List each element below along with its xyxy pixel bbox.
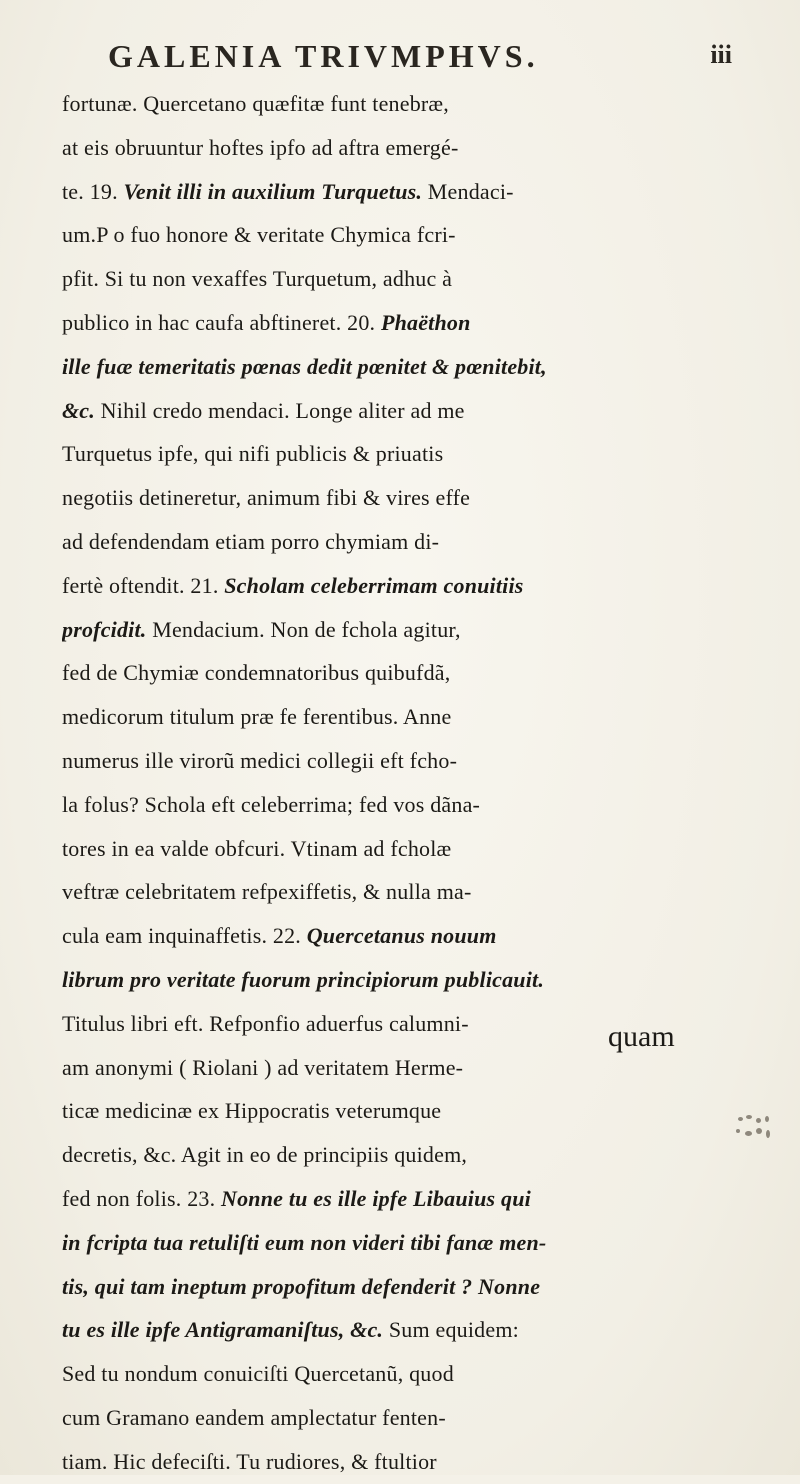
italic-text-run: tu es ille ipfe Antigramaniſtus, &c. — [62, 1317, 384, 1343]
text-run: tores in ea valde obfcuri. Vtinam ad fcholæ — [62, 835, 452, 861]
italic-text-run: profcidit. — [62, 616, 147, 642]
text-line — [62, 695, 782, 739]
text-run: pfit. Si tu non vexaffes Turquetum, adhuc à — [62, 266, 453, 292]
text-run: Sum equidem: — [383, 1317, 519, 1343]
text-run: cula eam inquinaffetis. 22. — [62, 923, 307, 949]
body-text — [62, 82, 782, 1484]
text-run: ad defendendam etiam porro chymiam di- — [62, 528, 440, 554]
text-line — [62, 870, 782, 914]
text-run: um.P o fuo honore & veritate Chymica fcri- — [62, 222, 456, 248]
text-run: Titulus libri eft. Refponfio aduerfus calumni- — [62, 1010, 469, 1036]
text-run: tiam. Hic defeciſti. Tu rudiores, & ftultior — [62, 1448, 437, 1474]
text-line — [62, 432, 782, 476]
text-line — [62, 1440, 782, 1484]
text-run: fortunæ. Quercetano quæfitæ funt tenebræ, — [62, 91, 450, 116]
text-run: numerus ille virorũ medici collegii eft fcho- — [62, 747, 458, 773]
text-line — [62, 170, 782, 214]
ink-stain-mark — [732, 1113, 772, 1149]
italic-text-run: tis, qui tam ineptum propofitum defenderit ? Nonne — [62, 1273, 541, 1299]
text-run: Sed tu nondum conuiciſti Quercetanũ, quod — [62, 1361, 454, 1387]
text-run: medicorum titulum præ fe ferentibus. Anne — [62, 704, 452, 730]
text-line — [62, 1308, 782, 1352]
text-line — [62, 608, 782, 652]
text-line — [62, 739, 782, 783]
text-line — [62, 1133, 782, 1177]
page-number: iii — [710, 40, 732, 69]
text-run: cum Gramano eandem amplectatur fenten- — [62, 1404, 446, 1430]
text-line — [62, 1089, 782, 1133]
text-run: decretis, &c. Agit in eo de principiis quidem, — [62, 1142, 468, 1168]
text-run: publico in hac caufa abftineret. 20. — [62, 309, 381, 335]
text-line — [62, 914, 782, 958]
text-line — [62, 301, 782, 345]
text-run: negotiis detineretur, animum fibi & vires effe — [62, 485, 471, 511]
text-line — [62, 345, 782, 389]
text-line — [62, 958, 782, 1002]
text-line — [62, 783, 782, 827]
italic-text-run: librum pro veritate fuorum principiorum publicauit. — [62, 966, 545, 992]
text-line — [62, 213, 782, 257]
text-run: ticæ medicinæ ex Hippocratis veterumque — [62, 1098, 442, 1124]
text-line — [62, 827, 782, 871]
italic-text-run: Nonne tu es ille ipfe Libauius qui — [221, 1185, 531, 1211]
italic-text-run: ille fuæ temeritatis pœnas dedit pœnitet & pœnitebit, — [62, 353, 547, 379]
text-line — [62, 1352, 782, 1396]
text-line — [62, 257, 782, 301]
italic-text-run: Quercetanus nouum — [306, 923, 497, 949]
text-line — [62, 1265, 782, 1309]
text-line — [62, 564, 782, 608]
text-run: Mendaci- — [422, 178, 514, 204]
text-run: fed non folis. 23. — [62, 1185, 222, 1211]
text-run: te. 19. — [62, 178, 124, 204]
text-run: Nihil credo mendaci. Longe aliter ad me — [94, 397, 465, 423]
text-run: Mendacium. Non de fchola agitur, — [146, 616, 461, 642]
text-line — [62, 389, 782, 433]
text-run: la folus? Schola eft celeberrima; fed vos dãna- — [62, 791, 481, 817]
text-line — [62, 1177, 782, 1221]
text-line — [62, 476, 782, 520]
italic-text-run: Phaëthon — [380, 309, 471, 335]
text-line — [62, 520, 782, 564]
text-line — [62, 126, 782, 170]
text-line — [62, 1221, 782, 1265]
italic-text-run: Scholam celeberrimam conuitiis — [224, 572, 524, 598]
text-run: fertè oftendit. 21. — [62, 572, 225, 598]
text-line — [62, 1396, 782, 1440]
text-run: fed de Chymiæ condemnatoribus quibufdã, — [62, 660, 451, 686]
text-run: am anonymi ( Riolani ) ad veritatem Herme- — [62, 1054, 464, 1080]
text-line — [62, 82, 782, 126]
text-line — [62, 651, 782, 695]
italic-text-run: &c. — [62, 397, 95, 423]
italic-text-run: Venit illi in auxilium Turquetus. — [123, 178, 423, 204]
text-run: veftræ celebritatem refpexiffetis, & nulla ma- — [62, 879, 472, 905]
text-run: Turquetus ipfe, qui nifi publicis & priuatis — [62, 441, 444, 467]
page-header — [60, 38, 760, 78]
catchword: quam — [608, 1020, 675, 1053]
italic-text-run: in fcripta tua retuliſti eum non videri tibi fanæ men- — [62, 1229, 547, 1255]
running-title: GALENIA TRIVMPHVS. — [108, 38, 539, 74]
text-run: at eis obruuntur hoftes ipfo ad aftra emergé- — [62, 134, 459, 160]
